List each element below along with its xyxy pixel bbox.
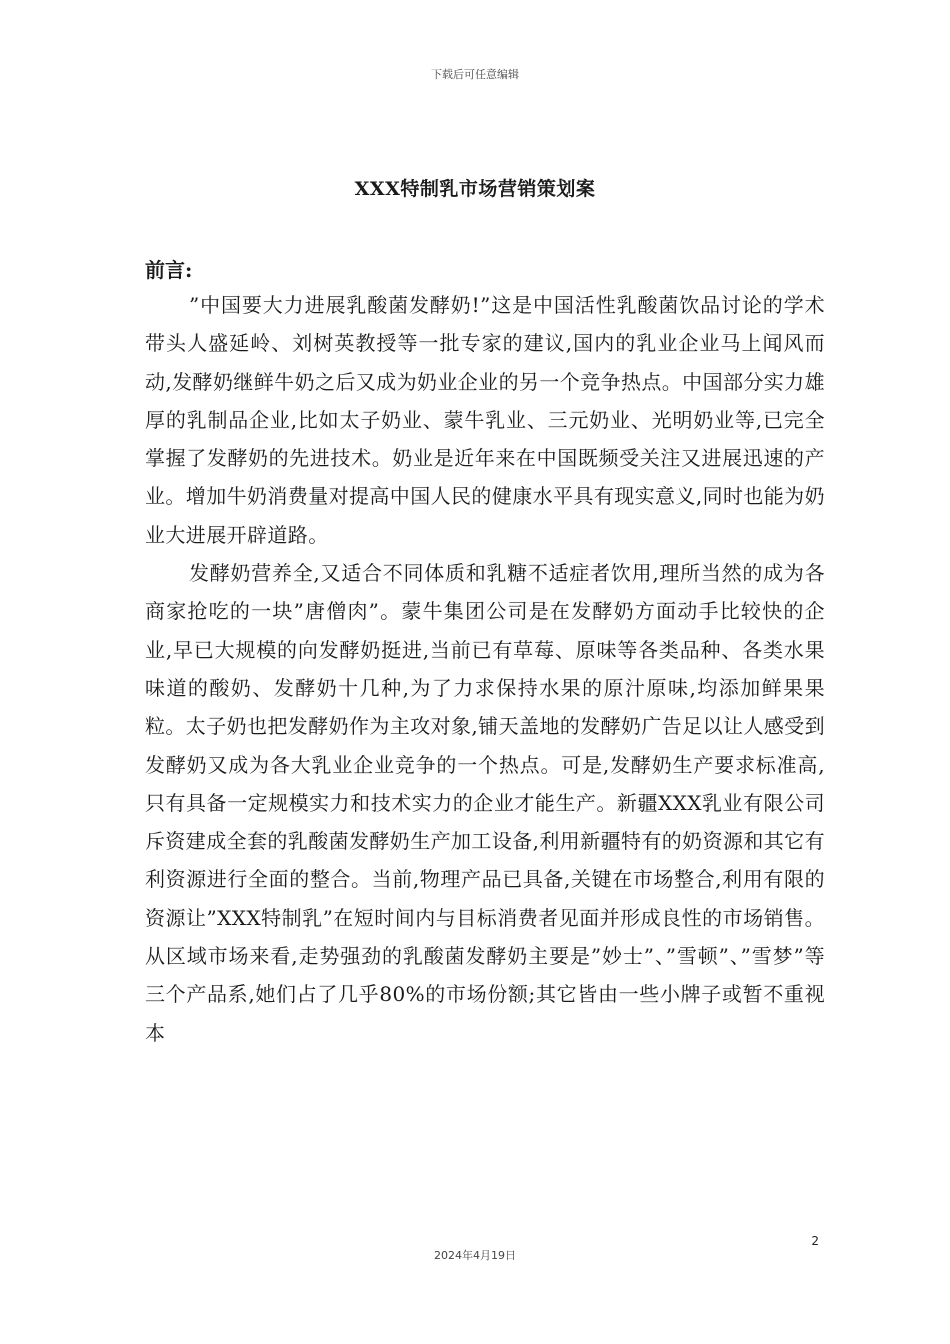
page-header-note: 下载后可任意编辑 <box>431 68 519 81</box>
document-title: XXX特制乳市场营销策划案 <box>354 178 596 200</box>
page-number: 2 <box>811 1234 819 1248</box>
paragraph: 发酵奶营养全,又适合不同体质和乳糖不适症者饮用,理所当然的成为各商家抢吃的一块”唐僧肉”。蒙牛集团公司是在发酵奶方面动手比较快的企业,早已大规模的向发酵奶挺进,当前已有草莓、原味等各类品种、各类水果味道的酸奶、发酵奶十几种,为了力求保持水果的原汁原味,均添加鲜果果粒。太子奶也把发酵奶作为主攻对象,铺天盖地的发酵奶广告足以让人感受到发酵奶又成为各大乳业企业竞争的一个热点。可是,发酵奶生产要求标准高,只有具备一定规模实力和技术实力的企业才能生产。新疆XXX乳业有限公司斥资建成全套的乳酸菌发酵奶生产加工设备,利用新疆特有的奶资源和其它有利资源进行全面的整合。当前,物理产品已具备,关键在市场整合,利用有限的资源让”XXX特制乳”在短时间内与目标消费者见面并形成良性的市场销售。从区域市场来看,走势强劲的乳酸菌发酵奶主要是”妙士”、”雪顿”、”雪梦”等三个产品系,她们占了几乎80%的市场份额;其它皆由一些小牌子或暂不重视本 <box>145 561 825 1045</box>
section-heading-preface: 前言: <box>145 258 193 282</box>
paragraph: ”中国要大力进展乳酸菌发酵奶!”这是中国活性乳酸菌饮品讨论的学术带头人盛延岭、刘树英教授等一批专家的建议,国内的乳业企业马上闻风而动,发酵奶继鲜牛奶之后又成为奶业企业的另一个竞争热点。中国部分实力雄厚的乳制品企业,比如太子奶业、蒙牛乳业、三元奶业、光明奶业等,已完全掌握了发酵奶的先进技术。奶业是近年来在中国既频受关注又进展迅速的产业。增加牛奶消费量对提高中国人民的健康水平具有现实意义,同时也能为奶业大进展开辟道路。 <box>145 293 825 547</box>
page-footer-date: 2024年4月19日 <box>434 1249 516 1262</box>
document-body <box>145 286 825 1052</box>
